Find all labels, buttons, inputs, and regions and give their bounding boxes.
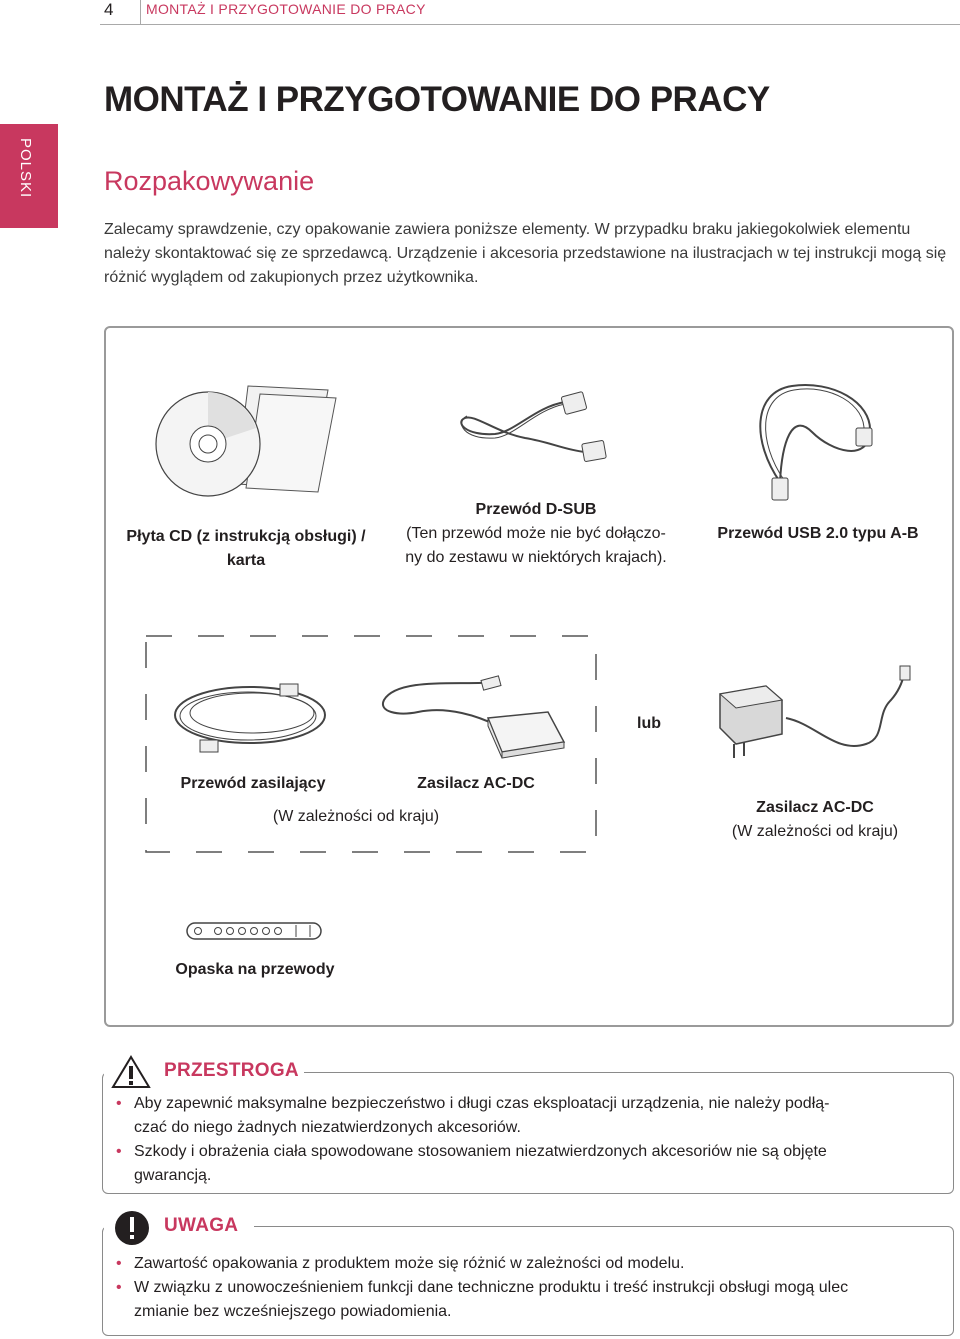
section-title: Rozpakowywanie [104,166,315,196]
caution-item: • Aby zapewnić maksymalne bezpieczeństwo i długi czas eksploatacji urządzenia, nie należy podłą- czać do niego żadnych niezatwierdzonych akcesoriów. [108,1092,938,1140]
header-divider [140,0,141,24]
page-number: 4 [104,0,114,19]
note-list [108,1252,938,1324]
dsub-note-1: (Ten przewód może nie być dołączo- [406,525,666,542]
ac-adapter-icon [378,676,578,766]
page-title: MONTAŻ I PRZYGOTOWANIE DO PRACY [104,80,770,119]
exclamation-circle-icon [114,1210,150,1246]
language-tab [0,124,58,228]
caution-item: • Szkody i obrażenia ciała spowodowane stosowaniem niezatwierdzonych akcesoriów nie są objęte gwarancją. [108,1140,938,1188]
dsub-note-2: ny do zestawu w niektórych krajach). [405,549,667,566]
caution-list [108,1092,938,1188]
usb-title: Przewód USB 2.0 typu A-B [717,525,919,542]
note-item: • Zawartość opakowania z produktem może się różnić w zależności od modelu. [108,1252,938,1276]
caution-heading: PRZESTROGA [164,1060,299,1081]
cd-card-icon [150,384,340,496]
power-cord-icon [170,680,330,760]
note-heading: UWAGA [164,1215,239,1236]
cable-tie-icon [186,922,322,940]
warning-triangle-icon [112,1056,150,1088]
usb-cable-icon [752,382,882,502]
cd-label-1: Płyta CD (z instrukcją obsługi) / [126,528,366,545]
wall-adapter-icon [716,664,916,764]
adapter-label: Zasilacz AC-DC [417,775,535,792]
note-item: • W związku z unowocześnieniem funkcji dane techniczne produktu i treść instrukcji obsługi mogą ulec zmianie bez wcześniejszego powiadomienia. [108,1276,938,1324]
header-rule [100,24,960,25]
language-tab-label: POLSKI [17,138,34,199]
power-cord-label: Przewód zasilający [180,775,326,792]
dsub-cable-icon [455,392,615,472]
intro-paragraph: Zalecamy sprawdzenie, czy opakowanie zawiera poniższe elementy. W przypadku braku jakiegokolwiek elementu należy skontaktować się ze sprzedawcą. Urządzenie i akcesoria przedstawione na ilustracjach w tej instrukcji mogą się różnić wyglądem od zakupionych przez użytkownika. [104,221,947,286]
dsub-title: Przewód D-SUB [475,501,597,518]
wall-adapter-note: (W zależności od kraju) [731,823,899,840]
or-label: lub [637,715,661,732]
wall-adapter-label: Zasilacz AC-DC [756,799,874,816]
cable-tie-label: Opaska na przewody [175,961,335,978]
running-title: MONTAŻ I PRZYGOTOWANIE DO PRACY [146,1,426,17]
cd-label-2: karta [226,552,266,569]
group-note: (W zależności od kraju) [272,808,440,825]
